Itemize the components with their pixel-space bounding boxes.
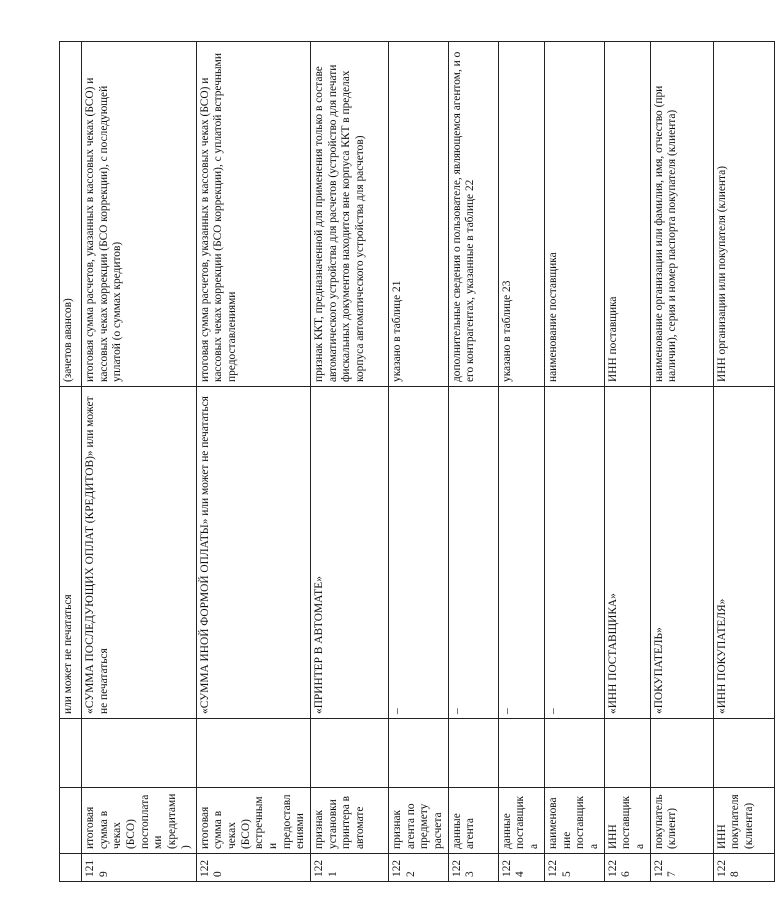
format-cell xyxy=(196,719,311,788)
number-cell: 1224 xyxy=(498,854,544,882)
description-cell: итоговая сумма расчетов, указанных в кассовых чеках (БСО) и кассовых чеках коррекции (БСО коррекции), с последующей уплатой (о суммах кредитов) xyxy=(82,42,197,387)
name-cell: ИНН поставщика xyxy=(604,788,650,854)
number-cell: 1219 xyxy=(82,854,197,882)
description-cell: указано в таблице 21 xyxy=(389,42,449,387)
tag-cell: – xyxy=(448,387,498,719)
registration-stamp xyxy=(594,640,624,860)
description-cell: (зачетов авансов) xyxy=(60,42,82,387)
format-cell xyxy=(498,719,544,788)
tag-cell: «ПОКУПАТЕЛЬ» xyxy=(650,387,713,719)
number-cell: 1228 xyxy=(713,854,774,882)
name-cell: признак установки принтера в автомате xyxy=(311,788,389,854)
rotated-table-container xyxy=(59,42,755,882)
description-cell: указано в таблице 23 xyxy=(498,42,544,387)
tag-cell: – xyxy=(498,387,544,719)
tag-cell: «ИНН ПОКУПАТЕЛЯ» xyxy=(713,387,774,719)
requisites-table xyxy=(59,41,775,882)
name-cell: итоговая сумма в чеках (БСО) встречными предоставлениями xyxy=(196,788,311,854)
name-cell: итоговая сумма в чеках (БСО) постоплатами (кредитами) xyxy=(82,788,197,854)
name-cell xyxy=(60,788,82,854)
number-cell: 1223 xyxy=(448,854,498,882)
name-cell: данные агента xyxy=(448,788,498,854)
description-cell: дополнительные сведения о пользователе, являющемся агентом, и о его контрагентах, указанные в таблице 22 xyxy=(448,42,498,387)
table-row xyxy=(60,42,82,882)
table-row xyxy=(713,42,774,882)
description-cell: ИНН организации или покупателя (клиента) xyxy=(713,42,774,387)
description-cell: наименование организации или фамилия, имя, отчество (при наличии), серия и номер паспорта покупателя (клиента) xyxy=(650,42,713,387)
description-cell: ИНН поставщика xyxy=(604,42,650,387)
description-cell: признак ККТ, предназначенной для применения только в составе автоматического устройства для расчетов (устройство для печати фискальных документов находится вне корпуса ККТ в пределах корпуса автоматического устройства для расчетов) xyxy=(311,42,389,387)
format-cell xyxy=(82,719,197,788)
format-cell xyxy=(60,719,82,788)
table-row xyxy=(82,42,197,882)
number-cell: 1220 xyxy=(196,854,311,882)
tag-cell: «ИНН ПОСТАВЩИКА» xyxy=(604,387,650,719)
format-cell xyxy=(713,719,774,788)
tag-cell: «ПРИНТЕР В АВТОМАТЕ» xyxy=(311,387,389,719)
format-cell xyxy=(448,719,498,788)
number-cell: 1225 xyxy=(544,854,604,882)
table-row xyxy=(311,42,389,882)
number-cell: 1227 xyxy=(650,854,713,882)
tag-cell: – xyxy=(544,387,604,719)
tag-cell: – xyxy=(389,387,449,719)
number-cell: 1226 xyxy=(604,854,650,882)
table-row xyxy=(498,42,544,882)
format-cell xyxy=(650,719,713,788)
name-cell: покупатель (клиент) xyxy=(650,788,713,854)
name-cell: ИНН покупателя (клиента) xyxy=(713,788,774,854)
description-cell: наименование поставщика xyxy=(544,42,604,387)
table-row xyxy=(448,42,498,882)
tag-cell: «СУММА ПОСЛЕДУЮЩИХ ОПЛАТ (КРЕДИТОВ)» или может не печататься xyxy=(82,387,197,719)
number-cell xyxy=(60,854,82,882)
name-cell: данные поставщика xyxy=(498,788,544,854)
format-cell xyxy=(389,719,449,788)
table-row xyxy=(196,42,311,882)
number-cell: 1222 xyxy=(389,854,449,882)
number-cell: 1221 xyxy=(311,854,389,882)
name-cell: наименование поставщика xyxy=(544,788,604,854)
tag-cell: или может не печататься xyxy=(60,387,82,719)
format-cell xyxy=(311,719,389,788)
table-row xyxy=(389,42,449,882)
tag-cell: «СУММА ИНОЙ ФОРМОЙ ОПЛАТЫ» или может не печататься xyxy=(196,387,311,719)
name-cell: признак агента по предмету расчета xyxy=(389,788,449,854)
description-cell: итоговая сумма расчетов, указанных в кассовых чеках (БСО) и кассовых чеках коррекции (БСО коррекции), с уплатой встречными предоставлениями xyxy=(196,42,311,387)
table-row xyxy=(650,42,713,882)
